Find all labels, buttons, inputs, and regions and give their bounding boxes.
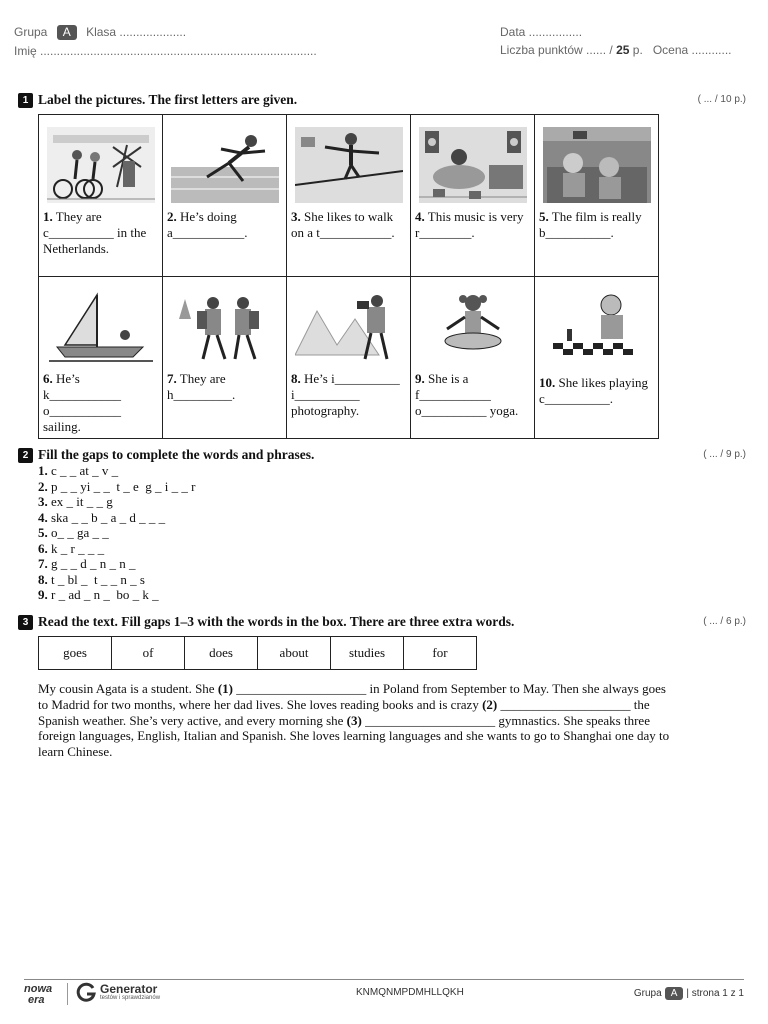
gap-item: 5. o_ _ ga _ _ (38, 525, 109, 540)
hiking-illustration (169, 285, 280, 369)
group-label: Grupa (14, 25, 48, 39)
logo-divider (67, 983, 68, 1005)
group-badge: A (57, 25, 77, 40)
gap-item: 9. r _ ad _ n _ bo _ k _ (38, 587, 159, 602)
gap-item: 6. k _ r _ _ _ (38, 540, 105, 556)
word-box-item: studies (331, 637, 404, 670)
name-field: Imię ................................................................................... (14, 44, 317, 58)
gap-item: 2. p _ _ yi _ _ t _ e g _ i _ _ r (38, 478, 196, 494)
caption-7: 7. They are h_________. (167, 371, 236, 402)
gap-item: 3. ex _ it _ _ g (38, 494, 113, 509)
picture-cell (287, 277, 411, 439)
yoga-illustration (417, 285, 528, 369)
exercise-2-instruction: Fill the gaps to complete the words and phrases. (38, 447, 315, 462)
caption-10: 10. She likes playing c__________. (539, 375, 649, 406)
picture-cell (287, 115, 411, 277)
exercise-1-instruction: Label the pictures. The first letters are given. (38, 92, 298, 107)
tightrope-illustration (293, 123, 404, 207)
picture-cell (39, 277, 163, 439)
date-field: Data ................ (500, 25, 583, 39)
exercise-1-title (18, 92, 297, 108)
generator-logo: Generator testów i sprawdzianów (76, 982, 160, 1002)
word-box (38, 636, 477, 670)
exercise-2-title (18, 447, 314, 463)
gap-marker-2: (2) (482, 696, 498, 712)
gap-list (38, 463, 195, 603)
points-label: Liczba punktów ...... / (500, 43, 613, 57)
caption-3: 3. She likes to walk on a t___________. (291, 209, 395, 240)
points-total: 25 (616, 43, 630, 57)
gap-marker-1: (1) (217, 681, 233, 696)
exercise-3-points: ( ... / 6 p.) (703, 616, 746, 627)
word-box-item: for (404, 637, 477, 670)
caption-1: 1. They are c__________ in the Netherlands. (43, 209, 147, 256)
picture-cell (411, 277, 535, 439)
generator-g-icon (76, 982, 96, 1002)
page-info: Grupa A | strona 1 z 1 (633, 988, 744, 999)
picture-cell (163, 115, 287, 277)
gap-item: 8. t _ bl _ t _ _ n _ s (38, 571, 145, 587)
exercise-1-number: 1 (18, 93, 33, 108)
reading-text: My cousin Agata is a student. She (1) ____________________ in Poland from September to May. Then she always goes to Madrid for two months, where her dad lives. She loves reading books and is crazy (2) ____________________ the Spanish weather. She’s very active, and every morning she (3) ____________________ gymnastics. She speaks three foreign languages, English, Italian and Spanish. She loves learning languages and she wants to go to Shanghai one day to learn Chinese. (38, 681, 670, 760)
points-grade-line (500, 43, 732, 57)
caption-2: 2. He’s doing a___________. (167, 209, 248, 240)
picture-grid (38, 114, 659, 439)
cycling-illustration (45, 123, 156, 207)
gap-marker-3: (3) (346, 712, 362, 728)
chess-illustration (541, 285, 652, 369)
photography-illustration (293, 285, 404, 369)
picture-cell (535, 277, 659, 439)
points-unit: p. (632, 43, 643, 57)
exercise-1-points: ( ... / 10 p.) (697, 94, 746, 105)
gap-item: 1. c _ _ at _ v _ (38, 463, 119, 478)
exercise-3-title (18, 614, 514, 630)
caption-4: 4. This music is very r________. (415, 209, 524, 240)
grade-field: Ocena ............ (652, 43, 732, 57)
group-class-line (14, 25, 186, 40)
word-box-item: goes (39, 637, 112, 670)
picture-cell (163, 277, 287, 439)
picture-cell (39, 115, 163, 277)
exercise-3-instruction: Read the text. Fill gaps 1–3 with the words in the box. There are three extra words. (38, 614, 515, 629)
footer-divider (24, 979, 744, 980)
word-box-item: about (258, 637, 331, 670)
exercise-2-number: 2 (18, 448, 33, 463)
cinema-illustration (541, 123, 652, 207)
word-box-item: does (185, 637, 258, 670)
test-code: KNMQNMPDMHLLQKH (356, 987, 464, 998)
caption-9: 9. She is a f___________ o__________ yoga. (415, 371, 519, 418)
picture-cell (411, 115, 535, 277)
rock-music-illustration (417, 123, 528, 207)
athletics-illustration (169, 123, 280, 207)
caption-8: 8. He’s i__________ i__________ photography. (291, 371, 400, 418)
exercise-2-points: ( ... / 9 p.) (703, 449, 746, 460)
gap-item: 7. g _ _ d _ n _ n _ (38, 556, 136, 571)
exercise-3-number: 3 (18, 615, 33, 630)
footer-group-badge: A (665, 987, 684, 1000)
gap-item: 4. ska _ _ b _ a _ d _ _ _ (38, 509, 166, 525)
nowa-era-logo: nowa era (24, 983, 53, 1006)
picture-cell (535, 115, 659, 277)
class-field: Klasa .................... (86, 25, 187, 39)
caption-6: 6. He’s k___________ o___________ sailing. (43, 371, 121, 434)
caption-5: 5. The film is really b__________. (539, 209, 642, 240)
word-box-item: of (112, 637, 185, 670)
sailing-illustration (45, 285, 156, 369)
